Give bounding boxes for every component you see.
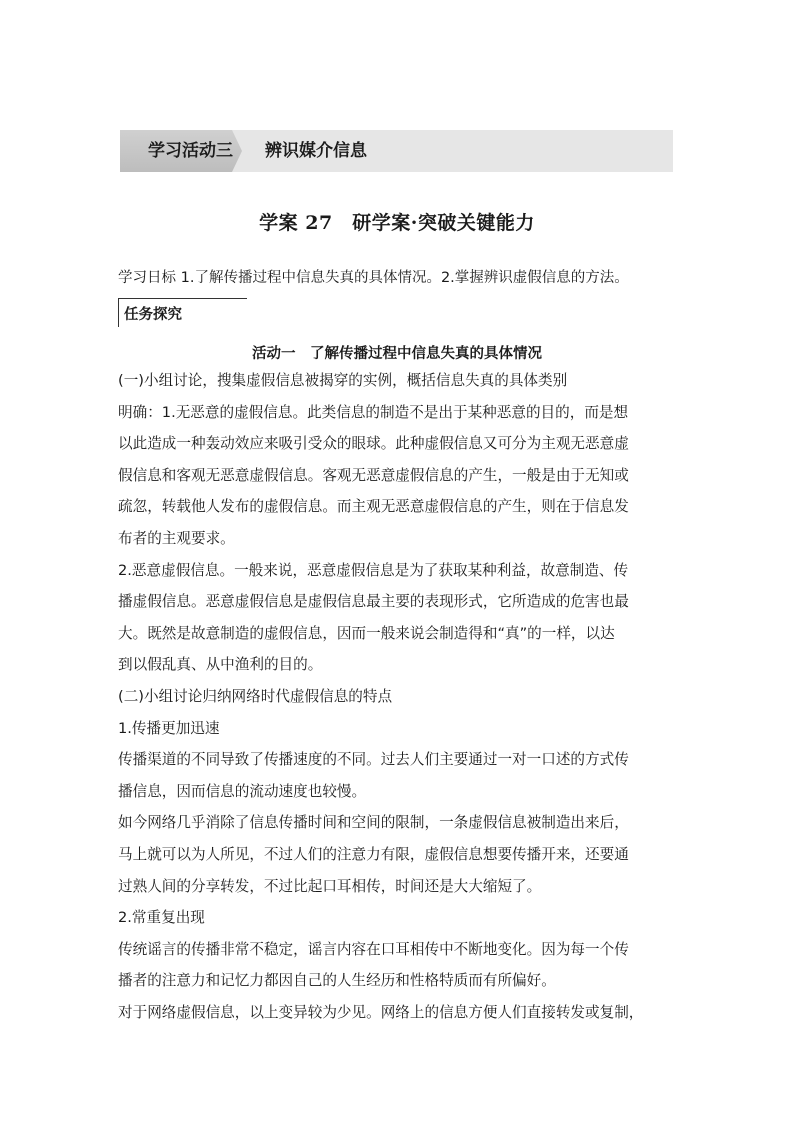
- activity-title: 活动一 了解传播过程中信息失真的具体情况: [252, 346, 542, 362]
- case-title: 学案 27 研学案·突破关键能力: [259, 212, 535, 234]
- text-line: 传播渠道的不同导致了传播速度的不同。过去人们主要通过一对一口述的方式传: [118, 751, 629, 769]
- text-line: 明确：1.无恶意的虚假信息。此类信息的制造不是出于某种恶意的目的，而是想: [118, 403, 629, 421]
- text-line: 传统谣言的传播非常不稳定，谣言内容在口耳相传中不断地变化。因为每一个传: [118, 940, 629, 958]
- text-line: 假信息和客观无恶意虚假信息。客观无恶意虚假信息的产生，一般是由于无知或: [118, 466, 629, 484]
- body-text: [118, 371, 688, 1034]
- text-line: 疏忽，转载他人发布的虚假信息。而主观无恶意虚假信息的产生，则在于信息发: [118, 498, 629, 516]
- text-line: 2.常重复出现: [118, 909, 205, 927]
- text-line: 1.传播更加迅速: [118, 719, 220, 737]
- text-line: 到以假乱真、从中渔利的目的。: [118, 656, 323, 674]
- text-line: 2.恶意虚假信息。一般来说，恶意虚假信息是为了获取某种利益，故意制造、传: [118, 561, 629, 579]
- text-line: 播虚假信息。恶意虚假信息是虚假信息最主要的表现形式，它所造成的危害也最: [118, 593, 629, 611]
- text-line: 播者的注意力和记忆力都因自己的人生经历和性格特质而有所偏好。: [118, 972, 556, 990]
- text-line: (二)小组讨论归纳网络时代虚假信息的特点: [118, 687, 393, 705]
- text-line: (一)小组讨论，搜集虚假信息被揭穿的实例，概括信息失真的具体类别: [118, 372, 568, 389]
- text-line: 对于网络虚假信息，以上变异较为少见。网络上的信息方便人们直接转发或复制，: [118, 1003, 644, 1021]
- task-box: [118, 298, 247, 327]
- learning-goal: 学习日标 1.了解传播过程中信息失真的具体情况。2.掌握辨识虚假信息的方法。: [118, 270, 629, 286]
- text-line: 布者的主观要求。: [118, 529, 235, 547]
- text-line: 播信息，因而信息的流动速度也较慢。: [118, 782, 367, 800]
- text-line: 过熟人间的分享转发，不过比起口耳相传，时间还是大大缩短了。: [118, 877, 542, 895]
- text-line: 以此造成一种轰动效应来吸引受众的眼球。此种虚假信息又可分为主观无恶意虚: [118, 435, 629, 453]
- task-label: 任务探究: [124, 307, 182, 323]
- text-line: 马上就可以为人所见，不过人们的注意力有限，虚假信息想要传播开来，还要通: [118, 845, 629, 863]
- text-line: 大。既然是故意制造的虚假信息，因而一般来说会制造得和“真”的一样，以达: [118, 624, 615, 642]
- section-banner: [120, 130, 673, 172]
- text-line: 如今网络几乎消除了信息传播时间和空间的限制，一条虚假信息被制造出来后，: [118, 814, 629, 832]
- section-tab-label: 学习活动三: [148, 141, 233, 161]
- section-title: 辨识媒介信息: [265, 141, 367, 161]
